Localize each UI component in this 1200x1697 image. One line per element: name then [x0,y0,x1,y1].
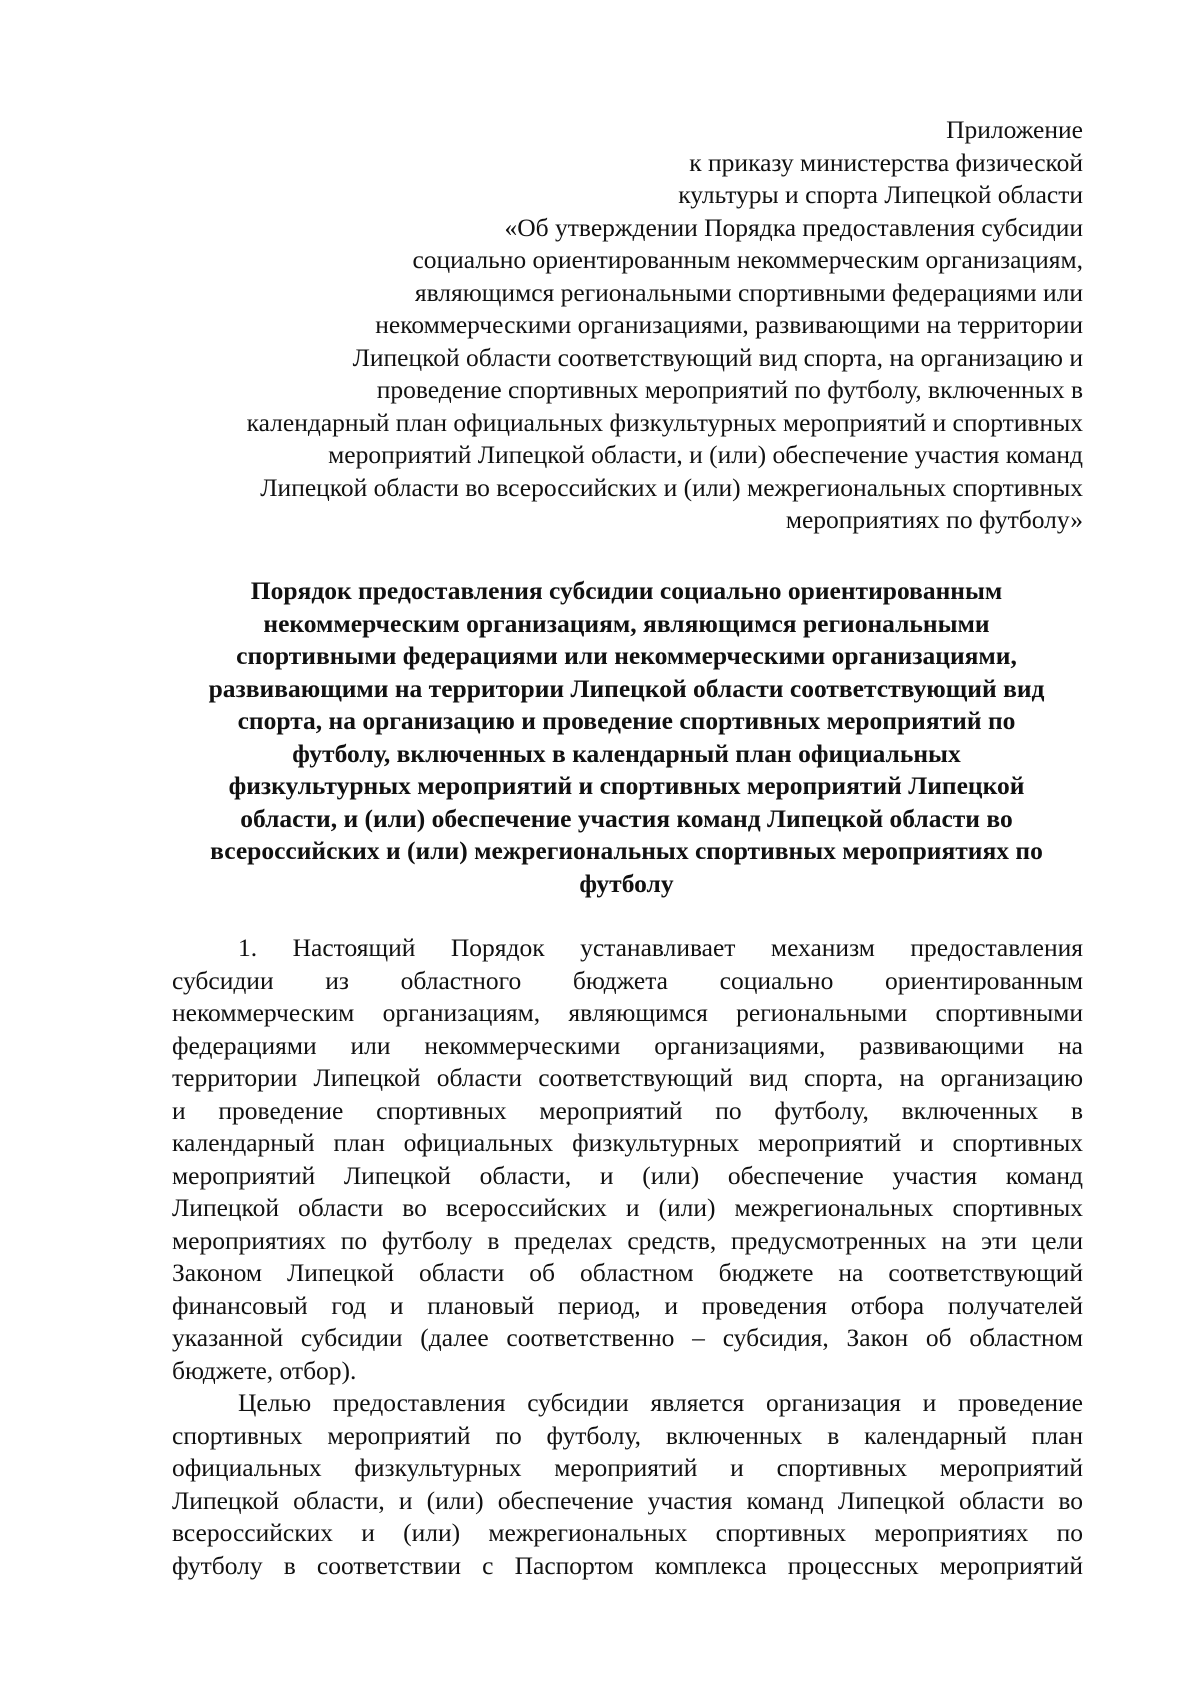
body-line: календарный план официальных физкультурных мероприятий и спортивных [172,1128,1083,1157]
body-line: футболу в соответствии с Паспортом комплекса процессных мероприятий [172,1550,1083,1580]
body-line: мероприятий Липецкой области, и (или) обеспечение участия команд [172,1160,1083,1190]
annex-line: социально ориентированным некоммерческим организациям, [412,245,1083,274]
annex-line: проведение спортивных мероприятий по футболу, включенных в [376,375,1083,404]
title-line: физкультурных мероприятий и спортивных мероприятий Липецкой [228,771,1025,800]
annex-header [123,114,1083,537]
annex-line: являющимся региональными спортивными федерациями или [414,277,1083,307]
body-line: Законом Липецкой области об областном бюджете на соответствующий [172,1258,1083,1287]
title-line: области, и (или) обеспечение участия команд Липецкой области во [240,803,1013,833]
body-line: официальных физкультурных мероприятий и спортивных мероприятий [172,1453,1083,1482]
title-line: некоммерческим организациям, являющимся региональными [263,608,990,638]
body-line: Целью предоставления субсидии является организация и проведение [238,1388,1083,1417]
annex-line: мероприятий Липецкой области, и (или) обеспечение участия команд [328,440,1083,469]
body-line: Липецкой области во всероссийских и (или) межрегиональных спортивных [172,1193,1083,1222]
title-line: спорта, на организацию и проведение спортивных мероприятий по [237,706,1016,735]
title-line: развивающими на территории Липецкой области соответствующий вид [208,673,1045,703]
paragraph-2 [172,1387,1083,1582]
title-line: Порядок предоставления субсидии социально ориентированным [250,576,1003,605]
annex-line: Приложение [946,115,1083,144]
title-line: спортивными федерациями или некоммерческими организациями, [236,641,1017,670]
annex-line: к приказу министерства физической [689,147,1083,177]
annex-line: «Об утверждении Порядка предоставления субсидии [504,212,1083,242]
title-line: всероссийских и (или) межрегиональных спортивных мероприятиях по [210,836,1043,865]
body-line: бюджете, отбор). [172,1355,357,1385]
paragraph-1 [172,932,1083,1387]
annex-line: календарный план официальных физкультурных мероприятий и спортивных [246,407,1083,437]
title-line: футболу, включенных в календарный план официальных [292,738,961,768]
annex-line: мероприятиях по футболу» [785,505,1083,534]
body-line: федерациями или некоммерческими организациями, развивающими на [172,1030,1083,1060]
body-line: 1. Настоящий Порядок устанавливает механизм предоставления [238,933,1083,962]
body-line: территории Липецкой области соответствующий вид спорта, на организацию [172,1063,1083,1092]
body-line: указанной субсидии (далее соответственно – субсидия, Закон об областном [172,1323,1083,1352]
annex-line: Липецкой области во всероссийских и (или) межрегиональных спортивных [260,472,1083,502]
document-title [170,575,1083,900]
body-line: спортивных мероприятий по футболу, включенных в календарный план [172,1420,1083,1450]
body-line: мероприятиях по футболу в пределах средств, предусмотренных на эти цели [172,1225,1083,1255]
annex-line: культуры и спорта Липецкой области [678,180,1083,209]
document-body [172,932,1083,1582]
title-line: футболу [579,868,674,898]
body-line: субсидии из областного бюджета социально ориентированным [172,965,1083,995]
annex-line: Липецкой области соответствующий вид спорта, на организацию и [352,342,1083,372]
annex-line: некоммерческими организациями, развивающими на территории [375,310,1083,339]
body-line: некоммерческим организациям, являющимся региональными спортивными [172,998,1083,1027]
body-line: и проведение спортивных мероприятий по футболу, включенных в [172,1095,1083,1125]
body-line: всероссийских и (или) межрегиональных спортивных мероприятиях по [172,1518,1083,1547]
body-line: Липецкой области, и (или) обеспечение участия команд Липецкой области во [172,1485,1083,1515]
body-line: финансовый год и плановый период, и проведения отбора получателей [172,1290,1083,1320]
